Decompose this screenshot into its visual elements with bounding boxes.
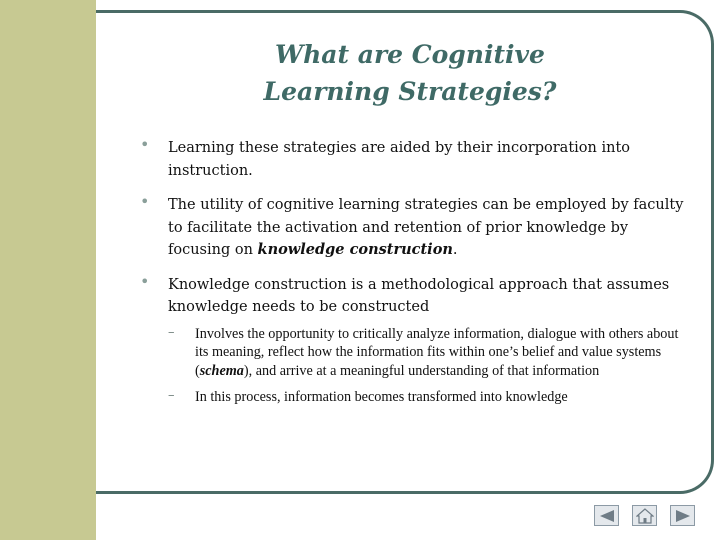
emphasis-knowledge-construction: knowledge construction (257, 241, 453, 258)
sub-bullet-item-1 (168, 325, 692, 381)
previous-slide-button[interactable] (594, 505, 619, 526)
home-button[interactable] (632, 505, 657, 526)
bullet-text-segment: Knowledge construction is a methodological approach that assumes knowledge needs to be constructed (168, 276, 670, 315)
bullet-text (168, 194, 692, 262)
bullet-icon: • (140, 192, 150, 211)
sub-bullet-text-segment: Involves the opportunity to critically analyze information, dialogue with others about its meaning, reflect how the information fits within one’s belief and value systems ( (195, 325, 679, 379)
bullet-item-2 (140, 194, 692, 262)
bullet-icon: • (140, 271, 150, 291)
sub-bullet-text (195, 325, 692, 381)
slide-navigation (594, 505, 695, 526)
title-line-1: What are Cognitive (275, 40, 545, 69)
emphasis-schema: schema (199, 362, 244, 379)
sub-bullet-list (168, 325, 692, 407)
previous-arrow-icon (598, 509, 616, 523)
bullet-item-1 (140, 137, 692, 182)
left-decorative-band (0, 0, 96, 540)
bullet-text (168, 274, 692, 319)
title-line-2: Learning Strategies? (263, 77, 557, 106)
bullet-text-segment: . (452, 242, 458, 258)
bullet-icon: • (140, 135, 150, 154)
dash-icon: – (168, 387, 175, 403)
sub-bullet-text-segment: ), and arrive at a meaningful understanding of that information (243, 362, 600, 379)
next-arrow-icon (674, 509, 692, 523)
home-icon (636, 508, 654, 524)
sub-bullet-item-2 (168, 388, 692, 407)
bullet-text-segment: The utility of cognitive learning strategies can be employed by faculty to facilitate the activation and retention of prior knowledge by focusing on (168, 197, 684, 258)
bullet-text-segment: Learning these strategies are aided by their incorporation into instruction. (168, 140, 631, 179)
bullet-list (140, 137, 692, 418)
dash-icon: – (168, 324, 175, 340)
sub-bullet-text-segment: In this process, information becomes transformed into knowledge (195, 388, 568, 405)
slide-title (110, 36, 710, 110)
bullet-text (168, 137, 692, 182)
sub-bullet-text (195, 388, 692, 407)
next-slide-button[interactable] (670, 505, 695, 526)
bullet-item-3 (140, 271, 692, 407)
